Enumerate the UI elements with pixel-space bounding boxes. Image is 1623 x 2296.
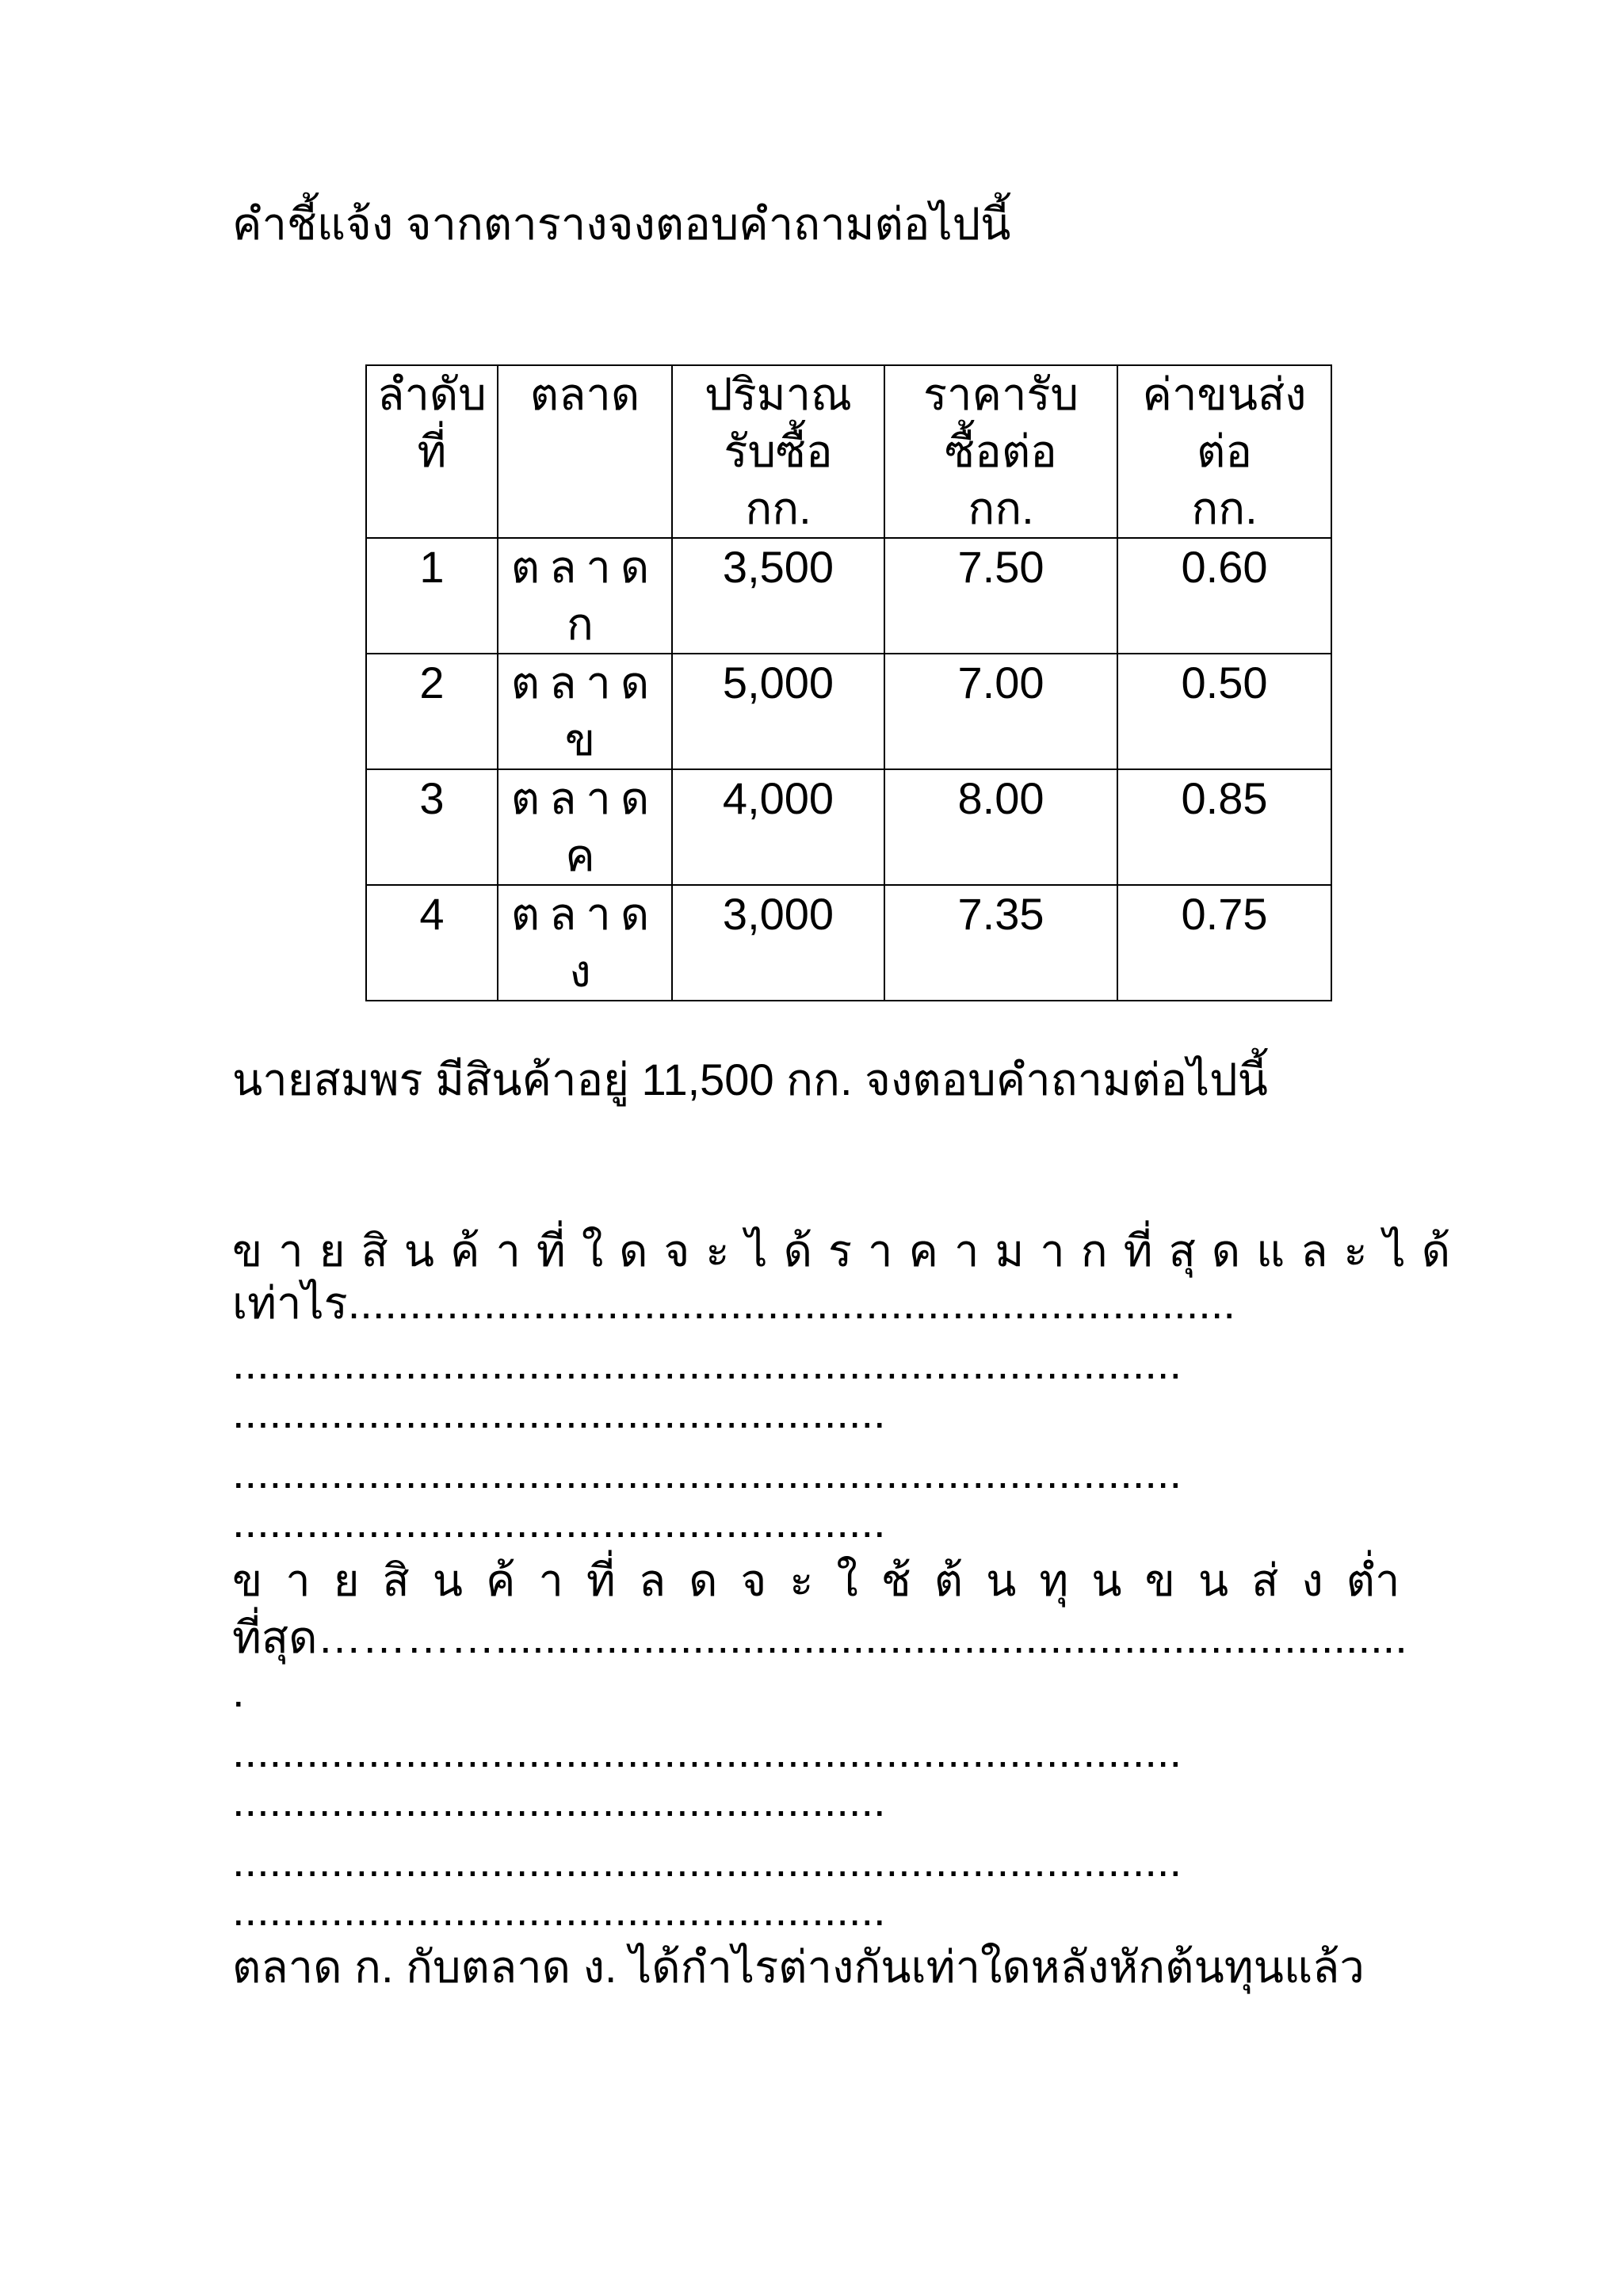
cell-no: 2 <box>366 654 498 769</box>
cell-price: 7.00 <box>884 654 1117 769</box>
cell-shipping: 0.50 <box>1117 654 1331 769</box>
cell-price: 7.50 <box>884 538 1117 654</box>
answer-blank: ............................................................................. <box>232 1726 1182 1776</box>
table-row <box>366 538 1331 654</box>
cell-quantity: 3,500 <box>672 538 884 654</box>
cell-price: 8.00 <box>884 769 1117 885</box>
answer-blank: ..................................................... <box>232 1497 886 1547</box>
question-2-line-1: ขายสินค้าที่ลดจะใช้ต้นทุนขนส่งต่ำ <box>232 1555 1423 1605</box>
answer-blank: ..................................................... <box>232 1885 886 1935</box>
cell-price: 7.35 <box>884 885 1117 1001</box>
header-quantity: ปริมาณ รับซื้อ กก. <box>672 365 884 538</box>
cell-shipping: 0.85 <box>1117 769 1331 885</box>
table-header-row <box>366 365 1331 538</box>
question-1-line-2: เท่าไร........................................................................ <box>232 1278 1235 1328</box>
market-table <box>365 364 1332 1001</box>
answer-blank: ..................................................... <box>232 1775 886 1825</box>
instruction-text: คำชี้แจ้ง จากตารางจงตอบคำถามต่อไปนี้ <box>232 199 1011 249</box>
answer-blank: ..................................................... <box>232 1387 886 1437</box>
question-2-line-2: ที่สุด………….......................................................................... <box>232 1612 1407 1662</box>
answer-blank: ............................................................................. <box>232 1836 1182 1886</box>
question-2-line-3: . <box>232 1666 245 1716</box>
cell-no: 4 <box>366 885 498 1001</box>
scenario-text: นายสมพร มีสินค้าอยู่ 11,500 กก. จงตอบคำถามต่อไปนี้ <box>232 1055 1268 1104</box>
cell-quantity: 3,000 <box>672 885 884 1001</box>
answer-blank: ............................................................................. <box>232 1447 1182 1497</box>
answer-blank: ............................................................................. <box>232 1338 1182 1388</box>
question-1-line-1: ขายสินค้าที่ใดจะได้ราคามากที่สุดและได้ <box>232 1226 1467 1276</box>
cell-market: ตลาด ค <box>498 769 672 885</box>
cell-no: 3 <box>366 769 498 885</box>
header-no: ลำดับ ที่ <box>366 365 498 538</box>
cell-market: ตลาด ง <box>498 885 672 1001</box>
table-row <box>366 769 1331 885</box>
table-row <box>366 885 1331 1001</box>
cell-quantity: 4,000 <box>672 769 884 885</box>
header-market: ตลาด <box>498 365 672 538</box>
header-price: ราคารับ ซื้อต่อ กก. <box>884 365 1117 538</box>
cell-shipping: 0.60 <box>1117 538 1331 654</box>
cell-market: ตลาด ข <box>498 654 672 769</box>
table-row <box>366 654 1331 769</box>
cell-quantity: 5,000 <box>672 654 884 769</box>
cell-market: ตลาด ก <box>498 538 672 654</box>
header-shipping: ค่าขนส่ง ต่อ กก. <box>1117 365 1331 538</box>
cell-shipping: 0.75 <box>1117 885 1331 1001</box>
question-3-text: ตลาด ก. กับตลาด ง. ได้กำไรต่างกันเท่าใดหลังหักต้นทุนแล้ว <box>232 1942 1365 1992</box>
cell-no: 1 <box>366 538 498 654</box>
